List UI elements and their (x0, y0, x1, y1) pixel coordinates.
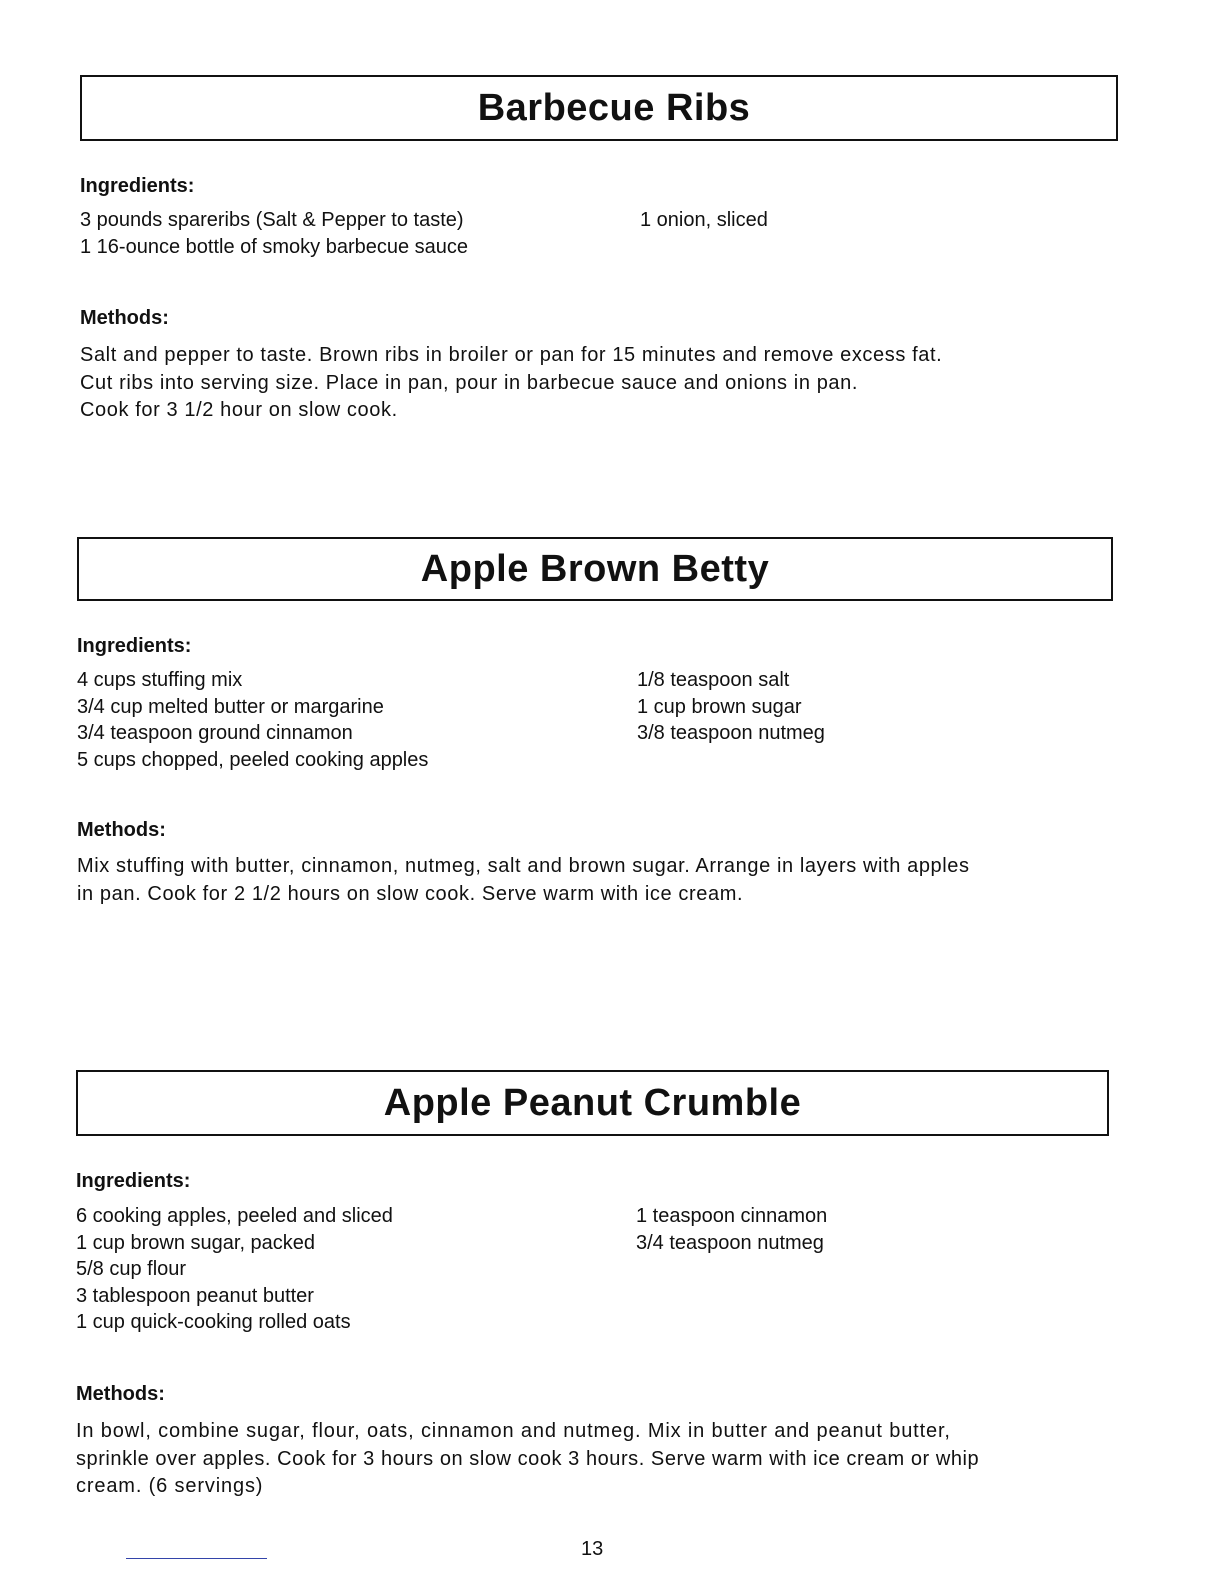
method-line: cream. (6 servings) (76, 1475, 264, 1497)
recipe-title: Apple Peanut Crumble (383, 1081, 802, 1124)
ingredient-item: 1 teaspoon cinnamon (636, 1205, 828, 1227)
recipe-title-box (80, 75, 1118, 141)
ingredients-list-left (77, 667, 428, 773)
ingredients-list-right (637, 667, 825, 747)
footer-rule (126, 1558, 267, 1559)
ingredient-item: 1 cup quick-cooking rolled oats (76, 1311, 351, 1333)
method-line: Mix stuffing with butter, cinnamon, nutmeg, salt and brown sugar. Arrange in layers with apples (77, 855, 970, 877)
method-line: In bowl, combine sugar, flour, oats, cinnamon and nutmeg. Mix in butter and peanut butter, (76, 1420, 951, 1442)
ingredient-item: 1 16-ounce bottle of smoky barbecue sauce (80, 235, 469, 258)
method-line: Cut ribs into serving size. Place in pan, pour in barbecue sauce and onions in pan. (80, 371, 859, 394)
method-text (76, 1418, 979, 1501)
ingredient-item: 3/4 cup melted butter or margarine (77, 695, 384, 718)
methods-label: Methods: (76, 1383, 165, 1405)
ingredient-item: 3 tablespoon peanut butter (76, 1284, 314, 1307)
ingredient-item: 3 pounds spareribs (Salt & Pepper to taste) (80, 209, 464, 231)
ingredients-list-right (640, 207, 768, 234)
ingredient-item: 6 cooking apples, peeled and sliced (76, 1205, 393, 1227)
recipe-title-box (76, 1070, 1109, 1136)
ingredients-label: Ingredients: (80, 175, 195, 197)
ingredient-item: 3/8 teaspoon nutmeg (637, 722, 825, 744)
ingredient-item: 1 onion, sliced (640, 209, 768, 231)
ingredients-list-left (76, 1203, 393, 1336)
method-text (80, 342, 942, 425)
method-text (77, 853, 970, 908)
ingredient-item: 4 cups stuffing mix (77, 669, 243, 691)
ingredient-item: 5/8 cup flour (76, 1258, 187, 1280)
method-line: in pan. Cook for 2 1/2 hours on slow cook. Serve warm with ice cream. (77, 882, 744, 905)
methods-label: Methods: (77, 819, 166, 841)
ingredient-item: 1 cup brown sugar (637, 695, 802, 718)
recipe-title-box (77, 537, 1113, 601)
ingredient-item: 1/8 teaspoon salt (637, 669, 790, 691)
ingredient-item: 3/4 teaspoon ground cinnamon (77, 722, 353, 744)
ingredients-label: Ingredients: (76, 1170, 191, 1192)
methods-label: Methods: (80, 307, 169, 329)
ingredient-item: 3/4 teaspoon nutmeg (636, 1231, 824, 1254)
method-line: Cook for 3 1/2 hour on slow cook. (80, 399, 398, 421)
ingredient-item: 1 cup brown sugar, packed (76, 1231, 316, 1254)
ingredients-list-right (636, 1203, 827, 1256)
ingredients-label: Ingredients: (77, 635, 192, 657)
method-line: Salt and pepper to taste. Brown ribs in broiler or pan for 15 minutes and remove excess fat. (80, 344, 943, 366)
ingredient-item: 5 cups chopped, peeled cooking apples (77, 748, 429, 771)
recipe-title: Barbecue Ribs (477, 86, 751, 129)
recipe-title: Apple Brown Betty (420, 547, 770, 590)
ingredients-list-left (80, 207, 468, 260)
page-number: 13 (581, 1538, 604, 1560)
method-line: sprinkle over apples. Cook for 3 hours on slow cook 3 hours. Serve warm with ice cream or whip (76, 1447, 980, 1470)
